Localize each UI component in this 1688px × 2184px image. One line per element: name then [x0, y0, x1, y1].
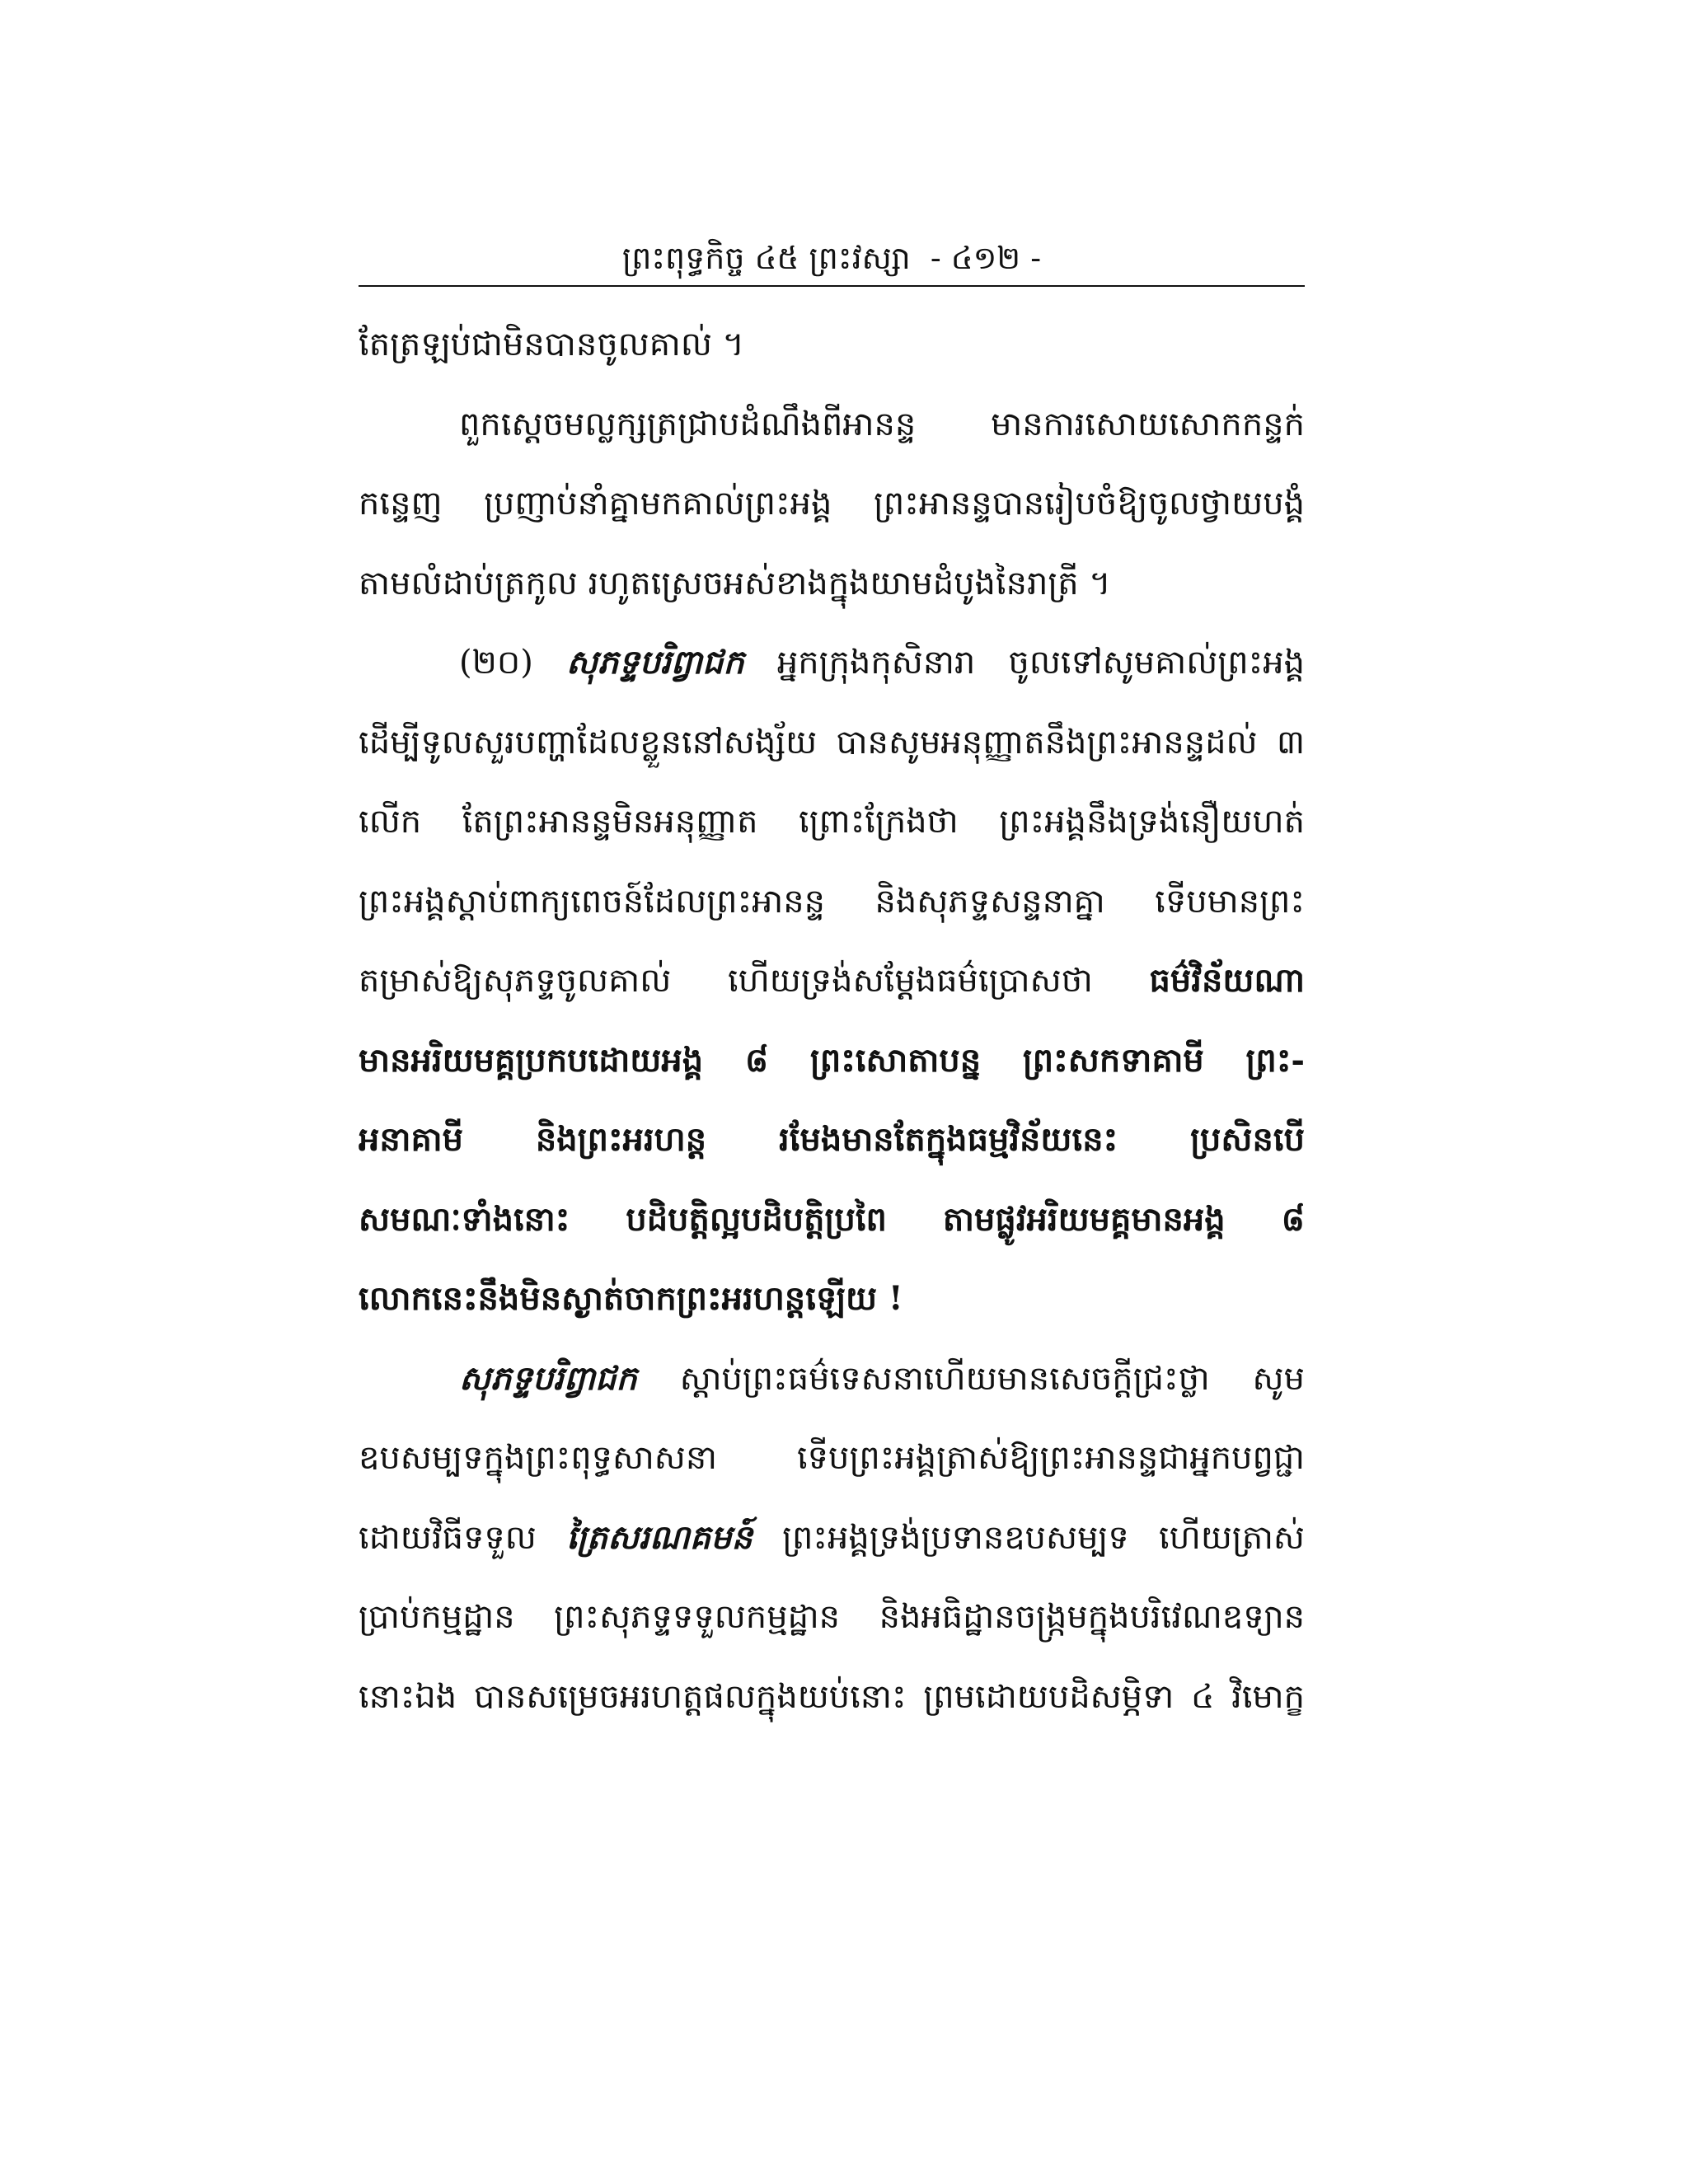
- header-title: ព្រះពុទ្ធកិច្ច ៤៥ ព្រះវស្សា: [621, 240, 911, 276]
- text-line-emphasis: លោកនេះនឹងមិនស្ងាត់ចាកព្រះអរហន្តឡើយ !: [359, 1279, 903, 1318]
- text-line-emphasis: អនាគាមី និងព្រះអរហន្ត រមែងមានតែក្នុងធម្មវិន័យនេះ ប្រសិនបើ: [359, 1120, 1305, 1159]
- emphasis-name: សុភទ្ទបរិព្វាជក: [565, 643, 744, 682]
- text-line: តែត្រឡប់ជាមិនបានចូលគាល់ ។: [359, 326, 744, 363]
- text-line: ប្រាប់កម្មដ្ឋាន ព្រះសុភទ្ទទទួលកម្មដ្ឋាន និងអធិដ្ឋានចង្ក្រមក្នុងបរិវេណឧទ្យាន: [359, 1598, 1305, 1636]
- text-line: (២០) សុភទ្ទបរិព្វាជក អ្នកក្រុងកុសិនារា ចូលទៅសូមគាល់ព្រះអង្គ: [459, 643, 1305, 682]
- emphasis-name: សុភទ្ទបរិព្វាជក: [459, 1358, 637, 1398]
- text-line-emphasis: មានអរិយមគ្គប្រកបដោយអង្គ ៨ ព្រះសោតាបន្ន ព្រះសកទាគាមី ព្រះ-: [359, 1040, 1305, 1080]
- running-header: [359, 232, 1305, 284]
- text-line: សុភទ្ទបរិព្វាជក ស្ដាប់ព្រះធម៌ទេសនាហើយមានសេចក្ដីជ្រះថ្លា សូម: [459, 1358, 1305, 1398]
- text-line: ដើម្បីទូលសួរបញ្ហាដែលខ្លួននៅសង្ស័យ បានសូមអនុញ្ញាតនឹងព្រះអានន្ទដល់ ៣: [359, 723, 1305, 762]
- section-number: (២០): [459, 644, 533, 682]
- text-line: ពួកស្ដេចមល្លក្សត្រជ្រាបដំណឹងពីអានន្ទ មានការសោយសោកកន្ទក់: [459, 405, 1305, 443]
- header-rule: [359, 285, 1305, 287]
- text-line: ព្រះអង្គស្ដាប់ពាក្យពេចន៍ដែលព្រះអានន្ទ និងសុភទ្ទសន្ទនាគ្នា ទើបមានព្រះ: [359, 882, 1305, 921]
- page-number: - ៤១២ -: [930, 240, 1042, 276]
- emphasis-term: ត្រៃសរណគមន៍: [566, 1517, 753, 1557]
- text-line: នោះឯង បានសម្រេចអរហត្តផលក្នុងយប់នោះ ព្រមដោយបដិសម្ភិទា ៤ វិមោក្ខ: [359, 1677, 1305, 1716]
- text-line-emphasis: សមណៈទាំងនោះ បដិបត្តិល្អបដិបត្តិប្រពៃ តាមផ្លូវអរិយមគ្គមានអង្គ ៨: [359, 1199, 1305, 1239]
- text-line: តាមលំដាប់ត្រកូល រហូតស្រេចអស់ខាងក្នុងយាមដំបូងនៃរាត្រី ។: [359, 564, 1111, 602]
- emphasis-quote: ធម៌វិន័យណា: [1149, 961, 1305, 1000]
- text-line: តម្រាស់ឱ្យសុភទ្ទចូលគាល់ ហើយទ្រង់សម្ដែងធម៌ប្រោសថា ធម៌វិន័យណា: [359, 961, 1305, 1000]
- body-text: [359, 305, 1305, 1736]
- text-line: លើក តែព្រះអានន្ទមិនអនុញ្ញាត ព្រោះក្រែងថា ព្រះអង្គនឹងទ្រង់នឿយហត់: [359, 803, 1305, 841]
- text-line: ដោយវិធីទទួល ត្រៃសរណគមន៍ ព្រះអង្គទ្រង់ប្រទានឧបសម្បទ ហើយត្រាស់: [359, 1517, 1305, 1557]
- text-line: កន្ទេញ ប្រញាប់នាំគ្នាមកគាល់ព្រះអង្គ ព្រះអានន្ទបានរៀបចំឱ្យចូលថ្វាយបង្គំ: [359, 485, 1305, 523]
- text-line: ឧបសម្បទក្នុងព្រះពុទ្ធសាសនា ទើបព្រះអង្គត្រាស់ឱ្យព្រះអានន្ទជាអ្នកបព្វជ្ជា: [359, 1439, 1305, 1477]
